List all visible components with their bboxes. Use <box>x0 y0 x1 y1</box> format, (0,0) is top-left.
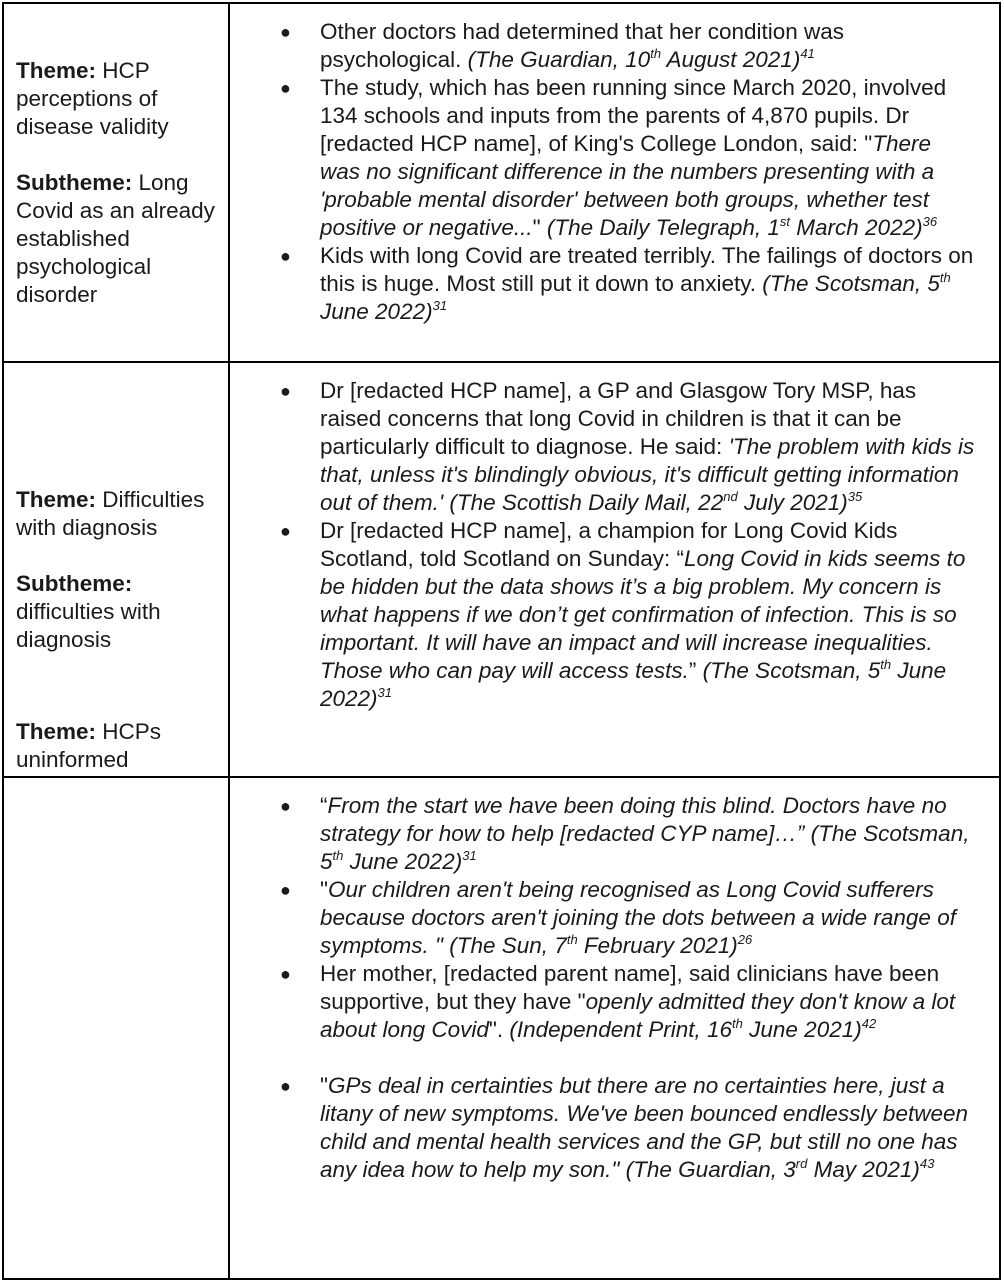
bullet-icon: ● <box>280 246 291 266</box>
theme-heading: Theme: HCP perceptions of disease validity <box>16 57 169 139</box>
quote-item: ● Kids with long Covid are treated terribly. The failings of doctors on this is huge. Most still put it down to anxiety. (The Scotsman, 5th June 2022)$^{31}$ <box>280 243 974 324</box>
quote-item: ● "Our children aren't being recognised as Long Covid sufferers because doctors aren't joining the dots between a wide range of symptoms. " (The Sun, 7th February 2021)$^{26}$ <box>280 877 956 958</box>
table-row <box>3 3 1000 362</box>
bullet-icon: ● <box>280 521 291 541</box>
quotes-cell <box>229 3 1000 362</box>
quote-item: ● The study, which has been running since March 2020, involved 134 schools and inputs from the parents of 4,870 pupils. Dr [redacted HCP name], of King's College London, said: "There was no significant difference in the numbers presenting with a 'probable mental disorder' between both groups, whether test positive or negative..." (The Daily Telegraph, 1st March 2022)$^{36}$ <box>280 75 947 240</box>
bullet-icon: ● <box>280 1076 291 1096</box>
theme-cell <box>3 3 229 362</box>
quote-list <box>230 363 999 713</box>
bullet-icon: ● <box>280 880 291 900</box>
quotes-cell <box>229 777 1000 1279</box>
table-row <box>3 362 1000 777</box>
theme-heading: Theme: Difficulties with diagnosis <box>16 486 205 540</box>
bullet-icon: ● <box>280 796 291 816</box>
bullet-icon: ● <box>280 381 291 401</box>
subtheme-heading: Subtheme: difficulties with diagnosis <box>16 570 161 652</box>
subtheme-heading: Subtheme: Long Covid as an already established psychological disorder <box>16 169 215 307</box>
theme-cell <box>3 362 229 777</box>
quotes-cell <box>229 362 1000 777</box>
quote-item: ● Her mother, [redacted parent name], said clinicians have been supportive, but they have "openly admitted they don't know a lot about long Covid". (Independent Print, 16th June 2021)$^{42}$ <box>280 961 956 1042</box>
quote-item: ● "GPs deal in certainties but there are no certainties here, just a litany of new symptoms. We've been bounced endlessly between child and mental health services and the GP, but still no one has any idea how to help my son." (The Guardian, 3rd May 2021)$^{43}$ <box>280 1073 968 1182</box>
table-row <box>3 777 1000 1279</box>
theme-heading: Theme: HCPs uninformed <box>16 719 162 772</box>
quote-item: ● Dr [redacted HCP name], a champion for Long Covid Kids Scotland, told Scotland on Sunday: “Long Covid in kids seems to be hidden but the data shows it’s a big problem. My concern is what happens if we don’t get confirmation of infection. This is so important. It will have an impact and will increase inequalities. Those who can pay will access tests.” (The Scotsman, 5th June 2022)$^{31}$ <box>280 518 966 711</box>
quote-item: ● “From the start we have been doing this blind. Doctors have no strategy for how to help [redacted CYP name]…” (The Scotsman, 5th June 2022)$^{31}$ <box>280 793 970 874</box>
quote-list <box>230 778 999 1184</box>
bullet-icon: ● <box>280 964 291 984</box>
quote-item: ● Dr [redacted HCP name], a GP and Glasgow Tory MSP, has raised concerns that long Covid in children is that it can be particularly difficult to diagnose. He said: 'The problem with kids is that, unless it's blindingly obvious, it's difficult getting information out of them.' (The Scottish Daily Mail, 22nd July 2021)$^{35}$ <box>280 378 975 515</box>
bullet-icon: ● <box>280 22 291 42</box>
quote-item: ● Other doctors had determined that her condition was psychological. (The Guardian, 10th August 2021)$^{41}$ <box>280 19 845 72</box>
themes-table <box>2 2 1001 1280</box>
theme-cell <box>3 719 229 1279</box>
quote-list <box>230 4 999 326</box>
bullet-icon: ● <box>280 78 291 98</box>
